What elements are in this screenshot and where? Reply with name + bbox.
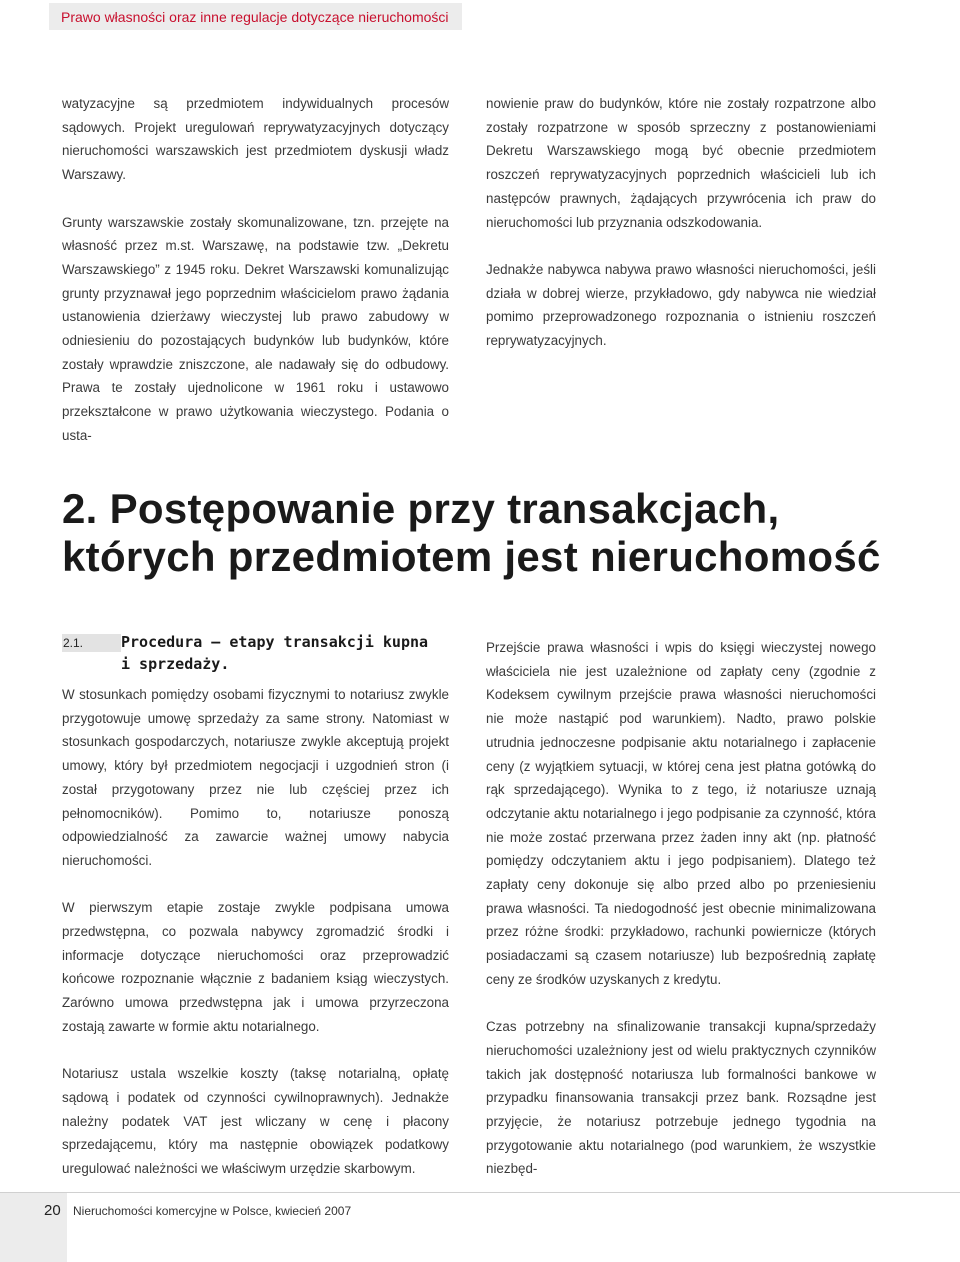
running-header-title: Prawo własności oraz inne regulacje dotyczące nieruchomości [61, 8, 449, 25]
paragraph: nowienie praw do budynków, które nie zostały rozpatrzone albo zostały rozpatrzone w sposób sprzeczny z postanowieniami Dekretu Warszawskiego mogą być obecnie przedmiotem roszczeń reprywatyzacyjnych poprzednich właścicieli lub ich następców prawnych, żądających przywrócenia ich praw do nieruchomości lub przyznania odszkodowania. [486, 96, 876, 230]
subsection-number: 2.1. [62, 634, 121, 652]
paragraph: Przejście prawa własności i wpis do księgi wieczystej nowego właściciela nie jest uzależnione od zapłaty ceny (zgodnie z Kodeksem cywilnym przejście prawa własności nieruchomości nie może nastąpić pod warunkiem). Nadto, prawo polskie utrudnia jednoczesne podpisanie aktu notarialnego i zapłacenie ceny (z wyjątkiem sytuacji, w której cena jest płatna gotówką do rąk sprzedającego). Wynika to z tego, iż notariusze uznają odczytanie aktu notarialnego i jego podpisanie za czynność, która nie może zostać przerwana przez żaden inny akt (np. płatność pomiędzy odczytaniem aktu i jego podpisaniem). Dlatego też zapłaty ceny dokonuje się albo przed albo po przeniesieniu prawa własności. Ta niedogodność jest obecnie minimalizowana przez różne środki: przykładowo, rachunki powiernicze (których posiadaczami są czasem notariusze) lub bezpośrednią zapłatę ceny ze środków uzyskanych z kredytu. [486, 640, 876, 987]
bottom-left-column [62, 683, 449, 1181]
top-left-column [62, 92, 449, 448]
footer-publication: Nieruchomości komercyjne w Polsce, kwiecień 2007 [73, 1204, 352, 1218]
running-header [49, 3, 462, 30]
paragraph: W pierwszym etapie zostaje zwykle podpisana umowa przedwstępna, co pozwala nabywcy zgromadzić środki i informacje dotyczące nieruchomości oraz przeprowadzić końcowe rozpoznanie włącznie z badaniem ksiąg wieczystych. Zarówno umowa przedwstępna jak i umowa przyrzeczona zostają zawarte w formie aktu notarialnego. [62, 900, 449, 1034]
bottom-right-column [486, 636, 876, 1181]
paragraph: Czas potrzebny na sfinalizowanie transakcji kupna/sprzedaży nieruchomości uzależniony jest od wielu praktycznych czynników takich jak dostępność notariusza lub formalności bankowe w przypadku finansowania transakcji przez bank. Rozsądne jest przyjęcie, że notariusz potrzebuje jednego tygodnia na przygotowanie aktu notarialnego (pod warunkiem, że wszystkie niezbęd- [486, 1019, 876, 1177]
paragraph: Grunty warszawskie zostały skomunalizowane, tzn. przejęte na własność przez m.st. Warszawę, na podstawie tzw. „Dekretu Warszawskiego” z 1945 roku. Dekret Warszawski komunalizując grunty przyznawał jego poprzednim właścicielom prawo żądania ustanowienia dzierżawy wieczystej lub prawo zabudowy w odniesieniu do pozostających budynków lub budynków, które zostały wprawdzie zniszczone, ale nadawały się do odbudowy. Prawa te zostały ujednolicone w 1961 roku i ustawowo przekształcone w prawo użytkowania wieczystego. Podania o usta- [62, 214, 449, 443]
section-heading: 2. Postępowanie przy transakcjach, których przedmiotem jest nieruchomość [62, 485, 881, 580]
page-number: 20 [44, 1202, 61, 1219]
paragraph: Notariusz ustala wszelkie koszty (taksę notarialną, opłatę sądową i podatek od czynności cywilnoprawnych). Jednakże należny podatek VAT jest wliczany w cenę i płacony sprzedającemu, który ma następnie obowiązek podatkowy uregulować należności we właściwym urzędzie skarbowym. [62, 1066, 449, 1177]
top-right-column [486, 92, 876, 353]
subsection-heading [62, 631, 449, 675]
paragraph: Jednakże nabywca nabywa prawo własności nieruchomości, jeśli działa w dobrej wierze, przykładowo, gdy nabywca nie wiedział pomimo przeprowadzonego rozpoznania o istnieniu roszczeń reprywatyzacyjnych. [486, 261, 876, 349]
paragraph: watyzacyjne są przedmiotem indywidualnych procesów sądowych. Projekt uregulowań reprywatyzacyjnych dotyczący nieruchomości warszawskich jest przedmiotem dyskusji władz Warszawy. [62, 96, 449, 183]
subsection-title: Procedura – etapy transakcji kupna i sprzedaży. [121, 633, 429, 673]
footer-divider [0, 1192, 960, 1193]
paragraph: W stosunkach pomiędzy osobami fizycznymi to notariusz zwykle przygotowuje umowę sprzedaży za same strony. Natomiast w stosunkach gospodarczych, notariusze zwykle akceptują projekt umowy, który był przedmiotem negocjacji i uzgodnień stron (i został przygotowany przez nie lub częściej przez ich pełnomocników). Pomimo to, notariusze ponoszą odpowiedzialność za zawarcie ważnej umowy nabycia nieruchomości. [62, 687, 449, 868]
